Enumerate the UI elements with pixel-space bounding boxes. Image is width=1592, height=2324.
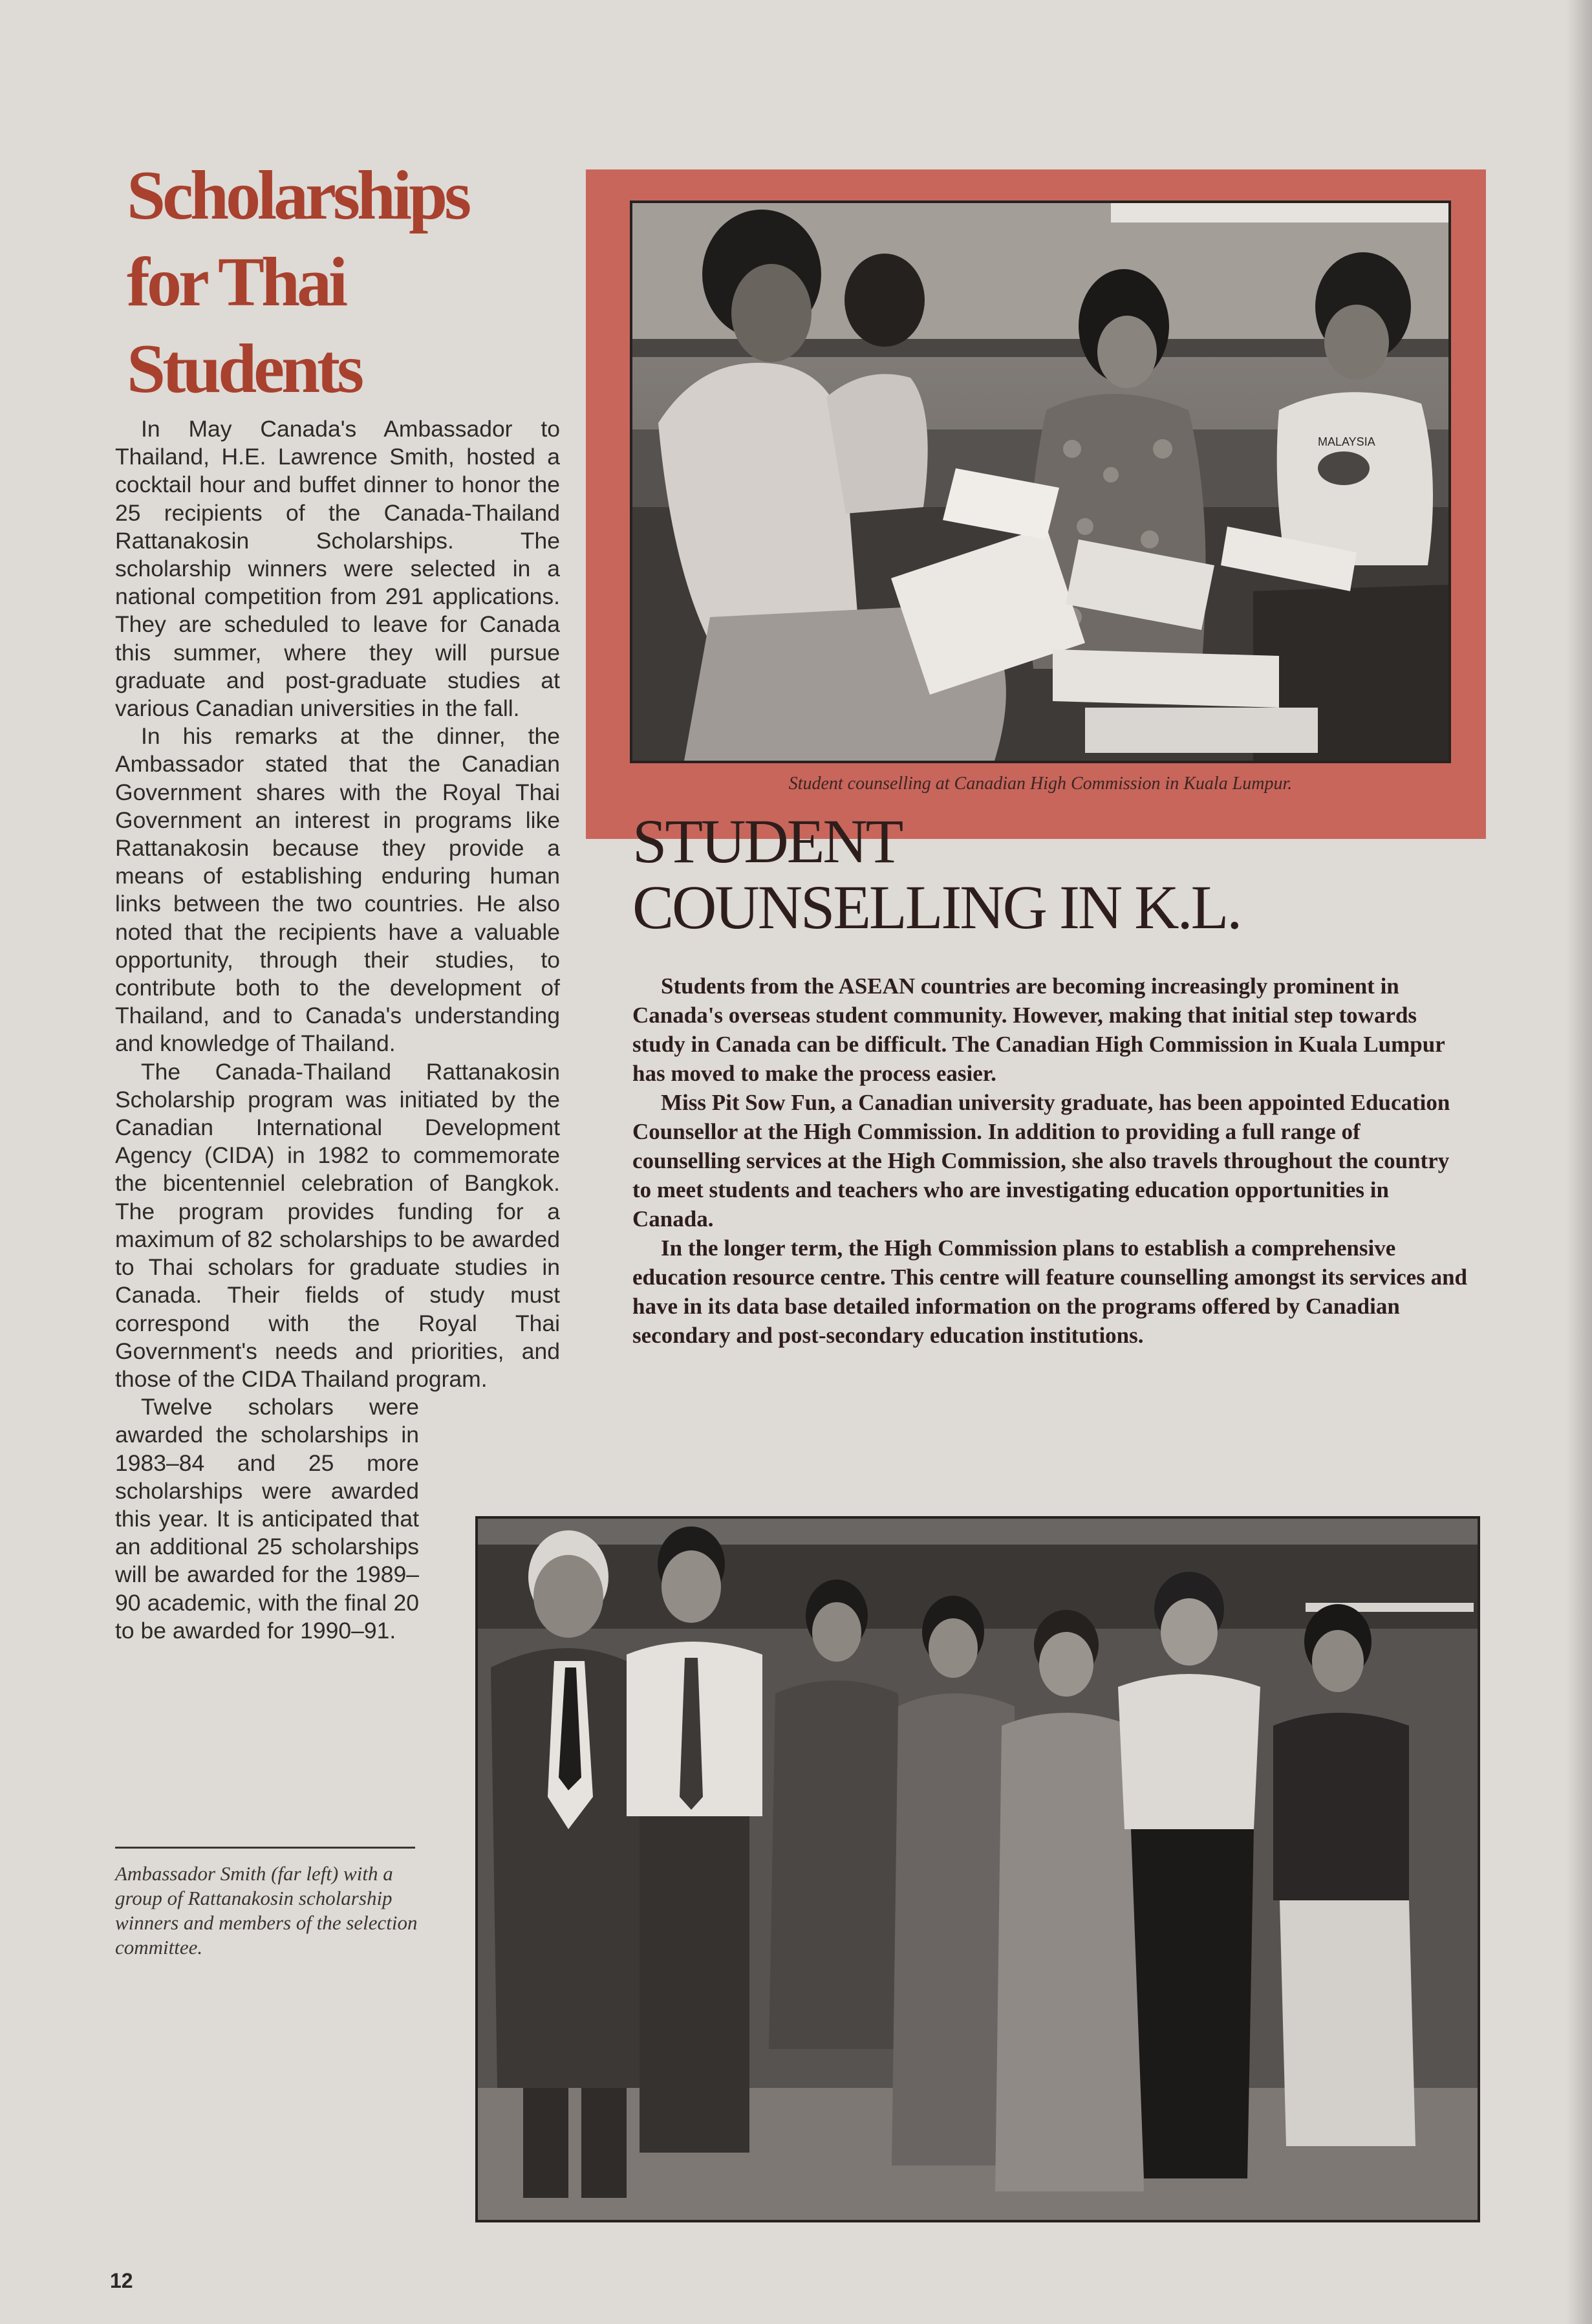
counselling-sidebar-box bbox=[586, 169, 1486, 1348]
group-photo bbox=[475, 1516, 1480, 2222]
page-edge-shadow bbox=[1566, 0, 1592, 2324]
article-paragraph: In May Canada's Ambassador to Thailand, H.E. Lawrence Smith, hosted a cocktail hour and buffet dinner to honor the 25 recipients of the Canada-Thailand Rattanakosin Scholarships. The scholarship winners were selected in a national competition from 291 applications. They are scheduled to leave for Canada this summer, where they will pursue graduate and post-graduate studies at various Canadian universities in the fall. bbox=[115, 416, 560, 722]
sidebar-paragraph: Miss Pit Sow Fun, a Canadian university graduate, has been appointed Education Counsellor at the High Commission. In addition to providing a full range of counselling services at the High Commission, she also travels throughout the country to meet students and teachers who are investigating education opportunities in Canada. bbox=[632, 1090, 1450, 1232]
counselling-photo-image bbox=[632, 203, 1448, 761]
article-paragraph: In his remarks at the dinner, the Ambassador stated that the Canadian Government shares with the Royal Thai Government an interest in programs like Rattanakosin because they provide a means of establishing enduring human links between the two countries. He also noted that the recipients have a valuable opportunity, through their studies, to contribute both to the development of Thailand, and to Canada's understanding and knowledge of Thailand. bbox=[115, 723, 560, 1057]
scholarship-article-body bbox=[115, 415, 560, 1645]
sidebar-paragraph: Students from the ASEAN countries are becoming increasingly prominent in Canada's overseas student community. However, making that initial step towards study in Canada can be difficult. The Canadian High Commission in Kuala Lumpur has moved to make the process easier. bbox=[632, 973, 1445, 1086]
sidebar-title bbox=[632, 809, 1473, 940]
group-photo-caption: Ambassador Smith (far left) with a group of Rattanakosin scholarship winners and members of the selection committee. bbox=[115, 1862, 418, 1959]
headline: Scholarships for Thai Students bbox=[127, 157, 469, 407]
article-paragraph: Twelve scholars were awarded the scholarships in 1983–84 and 25 more scholarships were awarded this year. It is anticipated that an additional 25 scholarships will be awarded for the 1989–90 academic, with the final 20 to be awarded for 1990–91. bbox=[115, 1394, 419, 1644]
counselling-photo bbox=[630, 201, 1451, 763]
group-photo-image bbox=[478, 1519, 1478, 2220]
shirt-text: MALAYSIA bbox=[1318, 435, 1375, 448]
sidebar-title-line: STUDENT bbox=[632, 807, 902, 876]
page-number: 12 bbox=[110, 2269, 133, 2292]
sidebar-paragraph: In the longer term, the High Commission plans to establish a comprehensive education resource centre. This centre will feature counselling amongst its services and have in its data base detailed information on the programs offered by Canadian secondary and post-secondary education institutions. bbox=[632, 1235, 1468, 1348]
caption-divider bbox=[115, 1847, 415, 1849]
article-paragraph: The Canada-Thailand Rattanakosin Scholarship program was initiated by the Canadian International Development Agency (CIDA) in 1982 to commemorate the bicentenniel celebration of Bangkok. The program provides funding for a maximum of 82 scholarships to be awarded to Thai scholars for graduate studies in Canada. Their fields of study must correspond with the Royal Thai Government's needs and priorities, and those of the CIDA Thailand program. bbox=[115, 1058, 560, 1392]
counselling-photo-caption: Student counselling at Canadian High Commission in Kuala Lumpur. bbox=[788, 774, 1293, 794]
sidebar-body bbox=[632, 972, 1473, 1350]
sidebar-title-line: COUNSELLING IN K.L. bbox=[632, 873, 1241, 942]
